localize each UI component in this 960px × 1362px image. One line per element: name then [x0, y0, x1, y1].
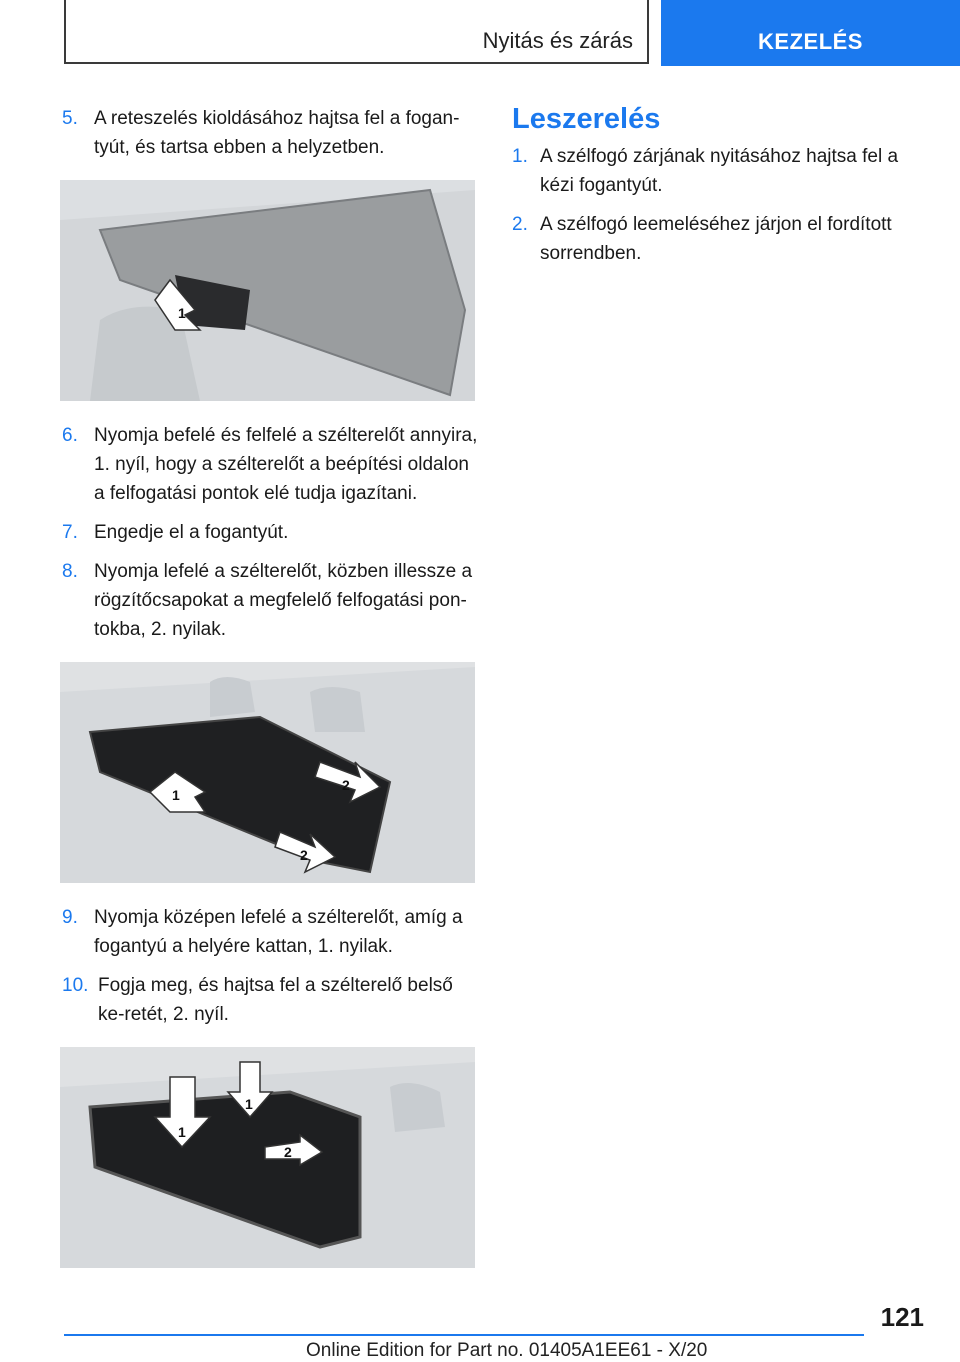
figure-3-arrow-label-1a: 1 — [178, 1124, 186, 1140]
step-number: 10. — [62, 975, 89, 996]
step-text: Nyomja középen lefelé a szélterelőt, amíg a fogantyú a helyére kattan, 1. nyilak. — [94, 907, 463, 957]
chapter-tab-label: KEZELÉS — [758, 29, 863, 54]
step-number: 7. — [62, 522, 78, 543]
right-step-list — [512, 142, 912, 268]
left-column — [62, 104, 478, 1288]
figure-3-arrow-label-2: 2 — [284, 1144, 292, 1160]
step-number: 6. — [62, 425, 78, 446]
removal-step-2 — [512, 210, 912, 268]
header-section-box — [64, 0, 649, 64]
figure-unlock-handle — [60, 180, 475, 401]
step-number: 1. — [512, 146, 528, 167]
step-7 — [62, 518, 478, 547]
step-number: 5. — [62, 108, 78, 129]
figure-3-arrow-label-1b: 1 — [245, 1096, 253, 1112]
removal-step-1 — [512, 142, 912, 200]
step-10 — [62, 971, 478, 1029]
footer-divider — [64, 1334, 864, 1336]
figure-2-arrow-label-2a: 2 — [342, 777, 350, 793]
figure-2-arrow-label-1: 1 — [172, 787, 180, 803]
step-6 — [62, 421, 478, 508]
section-title: Leszerelés — [512, 103, 661, 135]
step-text: A szélfogó leemeléséhez járjon el fordított sorrendben. — [540, 214, 892, 264]
step-9 — [62, 903, 478, 961]
step-text: Nyomja befelé és felfelé a szélterelőt annyira, 1. nyíl, hogy a szélterelőt a beépítési oldalon a felfogatási pontok elé tudja igazítani. — [94, 425, 478, 504]
step-number: 8. — [62, 561, 78, 582]
header-section-title: Nyitás és zárás — [482, 28, 633, 53]
figure-2-arrow-label-2b: 2 — [300, 847, 308, 863]
page-number: 121 — [880, 1302, 924, 1332]
step-text: Nyomja lefelé a szélterelőt, közben illessze a rögzítőcsapokat a megfelelő felfogatási pon-tokba, 2. nyilak. — [94, 561, 473, 640]
step-text: Fogja meg, és hajtsa fel a szélterelő belső ke-retét, 2. nyíl. — [98, 975, 453, 1025]
step-text: A reteszelés kioldásához hajtsa fel a fogan-tyút, és tartsa ebben a helyzetben. — [94, 108, 460, 158]
step-8 — [62, 557, 478, 644]
step-text: A szélfogó zárjának nyitásához hajtsa fel a kézi fogantyút. — [540, 146, 899, 196]
step-5 — [62, 104, 478, 162]
step-text: Engedje el a fogantyút. — [94, 522, 289, 543]
chapter-tab[interactable] — [661, 0, 960, 66]
footer-edition-text: Online Edition for Part no. 01405A1EE61 - X/20 — [306, 1340, 708, 1361]
figure-insert-deflector — [60, 662, 475, 883]
figure-1-arrow-label: 1 — [178, 305, 186, 321]
step-number: 9. — [62, 907, 78, 928]
figure-fold-inner-frame — [60, 1047, 475, 1268]
right-column — [512, 104, 912, 278]
step-number: 2. — [512, 214, 528, 235]
